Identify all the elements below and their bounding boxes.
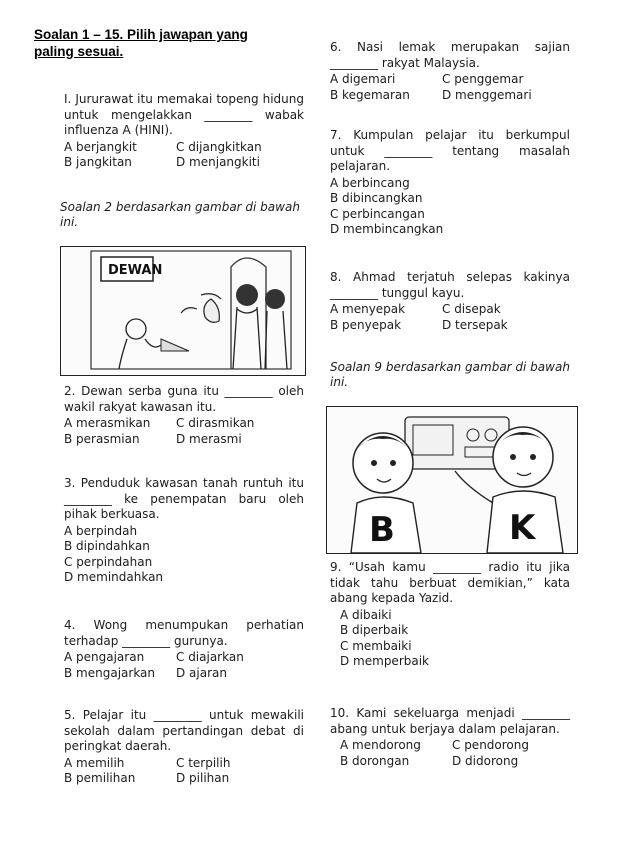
question-2-stem: 2. Dewan serba guna itu ________ oleh wakil rakyat kawasan itu. <box>64 384 304 414</box>
picture-radio-boys <box>326 406 578 554</box>
q6-option-d[interactable]: D menggemari <box>442 87 532 102</box>
question-3-stem: 3. Penduduk kawasan tanah runtuh itu ________ ke penempatan baru oleh pihak berkuasa. <box>64 476 304 521</box>
q8-option-c[interactable]: C disepak <box>442 302 501 316</box>
q10-option-c[interactable]: C pendorong <box>452 738 529 752</box>
radio-boys-illustration <box>327 407 577 553</box>
question-3 <box>64 476 304 586</box>
question-2 <box>64 384 304 447</box>
q8-option-d[interactable]: D tersepak <box>442 317 508 332</box>
q5-option-b[interactable]: B pemilihan <box>64 771 136 785</box>
page-heading: Soalan 1 – 15. Pilih jawapan yang paling sesuai. <box>34 27 248 59</box>
hall-sign-text: DEWAN <box>108 263 163 278</box>
q2-option-d[interactable]: D merasmi <box>176 431 242 446</box>
q8-option-b[interactable]: B penyepak <box>330 317 402 332</box>
question-4-stem: 4. Wong menumpukan perhatian terhadap ________ gurunya. <box>64 618 304 648</box>
hall-opening-illustration <box>61 247 305 375</box>
question-6-stem: 6. Nasi lemak merupakan sajian ________ rakyat Malaysia. <box>330 40 570 70</box>
q3-option-a[interactable]: A berpindah <box>64 523 138 538</box>
shirt-letter-left: B <box>369 510 395 550</box>
q9-option-d[interactable]: D memperbaik <box>340 654 430 668</box>
q4-option-c[interactable]: C diajarkan <box>176 650 244 664</box>
q7-option-c[interactable]: C perbincangan <box>330 206 425 221</box>
q4-option-d[interactable]: D ajaran <box>176 665 227 680</box>
picture-hall-opening <box>60 246 306 376</box>
q8-option-a[interactable]: A menyepak <box>330 302 406 316</box>
question-5-stem: 5. Pelajar itu ________ untuk mewakili sekolah dalam pertandingan debat di peringkat daerah. <box>64 708 304 753</box>
question-10 <box>330 706 570 769</box>
q3-option-b[interactable]: B dipindahkan <box>64 539 150 553</box>
question-8-stem: 8. Ahmad terjatuh selepas kakinya ________ tunggul kayu. <box>330 270 570 300</box>
q6-option-c[interactable]: C penggemar <box>442 72 524 86</box>
q5-option-c[interactable]: C terpilih <box>176 755 231 770</box>
q1-option-c[interactable]: C dijangkitkan <box>176 139 262 154</box>
q7-option-b[interactable]: B dibincangkan <box>330 191 423 205</box>
q10-option-b[interactable]: B dorongan <box>340 753 410 768</box>
question-8 <box>330 270 570 333</box>
q7-option-a[interactable]: A berbincang <box>330 175 410 190</box>
question-1 <box>64 92 304 171</box>
q9-option-b[interactable]: B diperbaik <box>340 623 409 637</box>
question-5 <box>64 708 304 787</box>
q2-option-c[interactable]: C dirasmikan <box>176 416 255 430</box>
q3-option-d[interactable]: D memindahkan <box>64 570 164 584</box>
question-7 <box>330 128 570 238</box>
q2-option-b[interactable]: B perasmian <box>64 431 140 446</box>
question-9-stem: 9. “Usah kamu ________ radio itu jika tidak tahu berbuat demikian,” kata abang kepada Yazid. <box>330 560 570 605</box>
q10-option-a[interactable]: A mendorong <box>340 738 421 752</box>
shirt-letter-right: K <box>509 508 536 548</box>
question-4 <box>64 618 304 681</box>
q10-option-d[interactable]: D didorong <box>452 753 519 768</box>
question-9 <box>330 560 570 670</box>
q4-option-b[interactable]: B mengajarkan <box>64 665 156 680</box>
q6-option-a[interactable]: A digemari <box>330 72 396 86</box>
q7-option-d[interactable]: D membincangkan <box>330 222 444 236</box>
q1-option-d[interactable]: D menjangkiti <box>176 155 260 169</box>
question-6 <box>330 40 570 103</box>
q6-option-b[interactable]: B kegemaran <box>330 87 410 102</box>
q1-option-b[interactable]: B jangkitan <box>64 155 132 169</box>
question-7-stem: 7. Kumpulan pelajar itu berkumpul untuk ________ tentang masalah pelajaran. <box>330 128 570 173</box>
q4-option-a[interactable]: A pengajaran <box>64 650 145 664</box>
q5-option-d[interactable]: D pilihan <box>176 771 230 785</box>
question-10-stem: 10. Kami sekeluarga menjadi ________ abang untuk berjaya dalam pelajaran. <box>330 706 570 736</box>
question-1-stem: I. Jururawat itu memakai topeng hidung untuk mengelakkan ________ wabak influenza A (HINI). <box>64 92 304 137</box>
q3-option-c[interactable]: C perpindahan <box>64 554 153 569</box>
q9-option-a[interactable]: A dibaiki <box>340 607 392 622</box>
q9-option-c[interactable]: C membaiki <box>340 638 412 653</box>
section-2-instruction: Soalan 2 berdasarkan gambar di bawah ini. <box>60 200 300 229</box>
q1-option-a[interactable]: A berjangkit <box>64 139 137 154</box>
q5-option-a[interactable]: A memilih <box>64 755 125 770</box>
q2-option-a[interactable]: A merasmikan <box>64 416 151 430</box>
section-9-instruction: Soalan 9 berdasarkan gambar di bawah ini. <box>330 360 570 389</box>
